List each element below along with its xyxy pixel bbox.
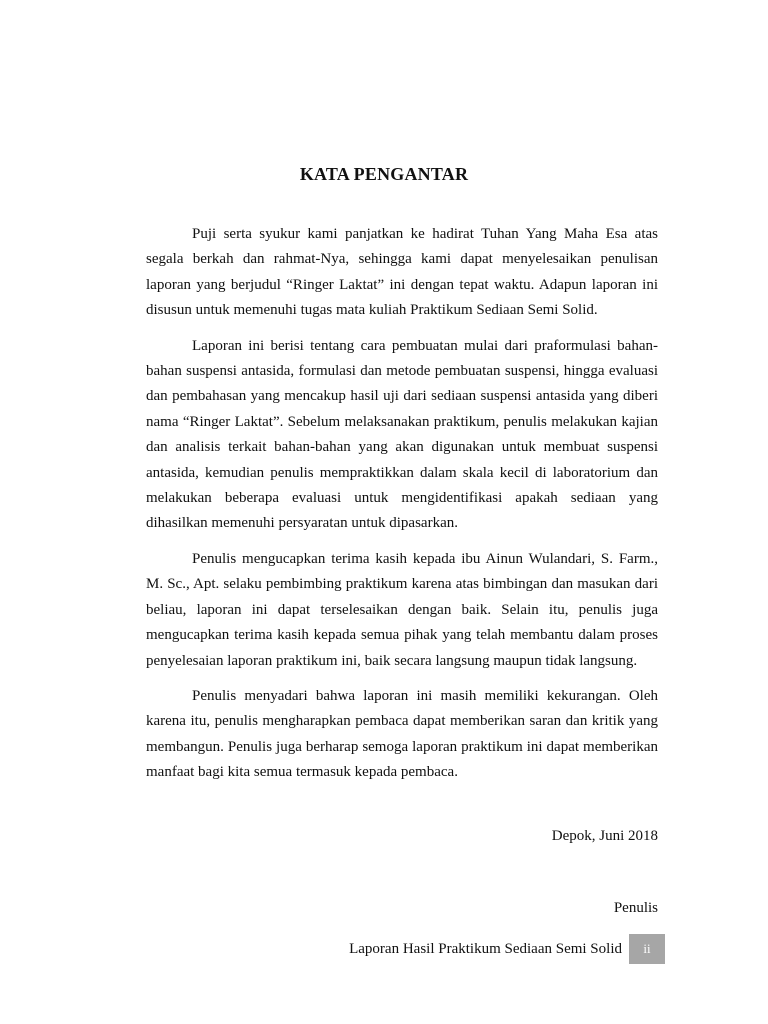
- place-date: Depok, Juni 2018: [551, 828, 658, 844]
- page-number: ii: [643, 941, 651, 956]
- footer-text: Laporan Hasil Praktikum Sediaan Semi Solid: [349, 941, 622, 957]
- paragraph-2: Laporan ini berisi tentang cara pembuatan mulai dari praformulasi bahan-bahan suspensi antasida, formulasi dan metode pembuatan suspensi, hingga evaluasi dan pembahasan yang mencakup hasil uji dari sediaan suspensi antasida yang diberi nama “Ringer Laktat”. Sebelum melaksanakan praktikum, penulis melakukan kajian dan analisis terkait bahan-bahan yang akan digunakan untuk membuat suspensi antasida, kemudian penulis mempraktikkan dalam skala kecil di laboratorium dan melakukan beberapa evaluasi untuk mengidentifikasi apakah sediaan yang dihasilkan memenuhi persyaratan untuk dipasarkan.: [146, 337, 658, 532]
- paragraph-1: Puji serta syukur kami panjatkan ke hadirat Tuhan Yang Maha Esa atas segala berkah dan rahmat-Nya, sehingga kami dapat menyelesaikan penulisan laporan yang berjudul “Ringer Laktat” ini dengan tepat waktu. Adapun laporan ini disusun untuk memenuhi tugas mata kuliah Praktikum Sediaan Semi Solid.: [146, 226, 658, 319]
- page-title: KATA PENGANTAR: [299, 164, 469, 184]
- body-text: [146, 222, 658, 796]
- paragraph-3: Penulis mengucapkan terima kasih kepada ibu Ainun Wulandari, S. Farm., M. Sc., Apt. selaku pembimbing praktikum karena atas bimbingan dan masukan dari beliau, laporan ini dapat terselesaikan dengan baik. Selain itu, penulis juga mengucapkan terima kasih kepada semua pihak yang telah membantu dalam proses penyelesaian laporan praktikum ini, baik secara langsung maupun tidak langsung.: [146, 550, 658, 669]
- page-number-badge: [629, 934, 665, 964]
- signature: Penulis: [613, 900, 658, 916]
- paragraph-4: Penulis menyadari bahwa laporan ini masih memiliki kekurangan. Oleh karena itu, penulis mengharapkan pembaca dapat memberikan saran dan kritik yang membangun. Penulis juga berharap semoga laporan praktikum ini dapat memberikan manfaat bagi kita semua termasuk kepada pembaca.: [146, 687, 658, 781]
